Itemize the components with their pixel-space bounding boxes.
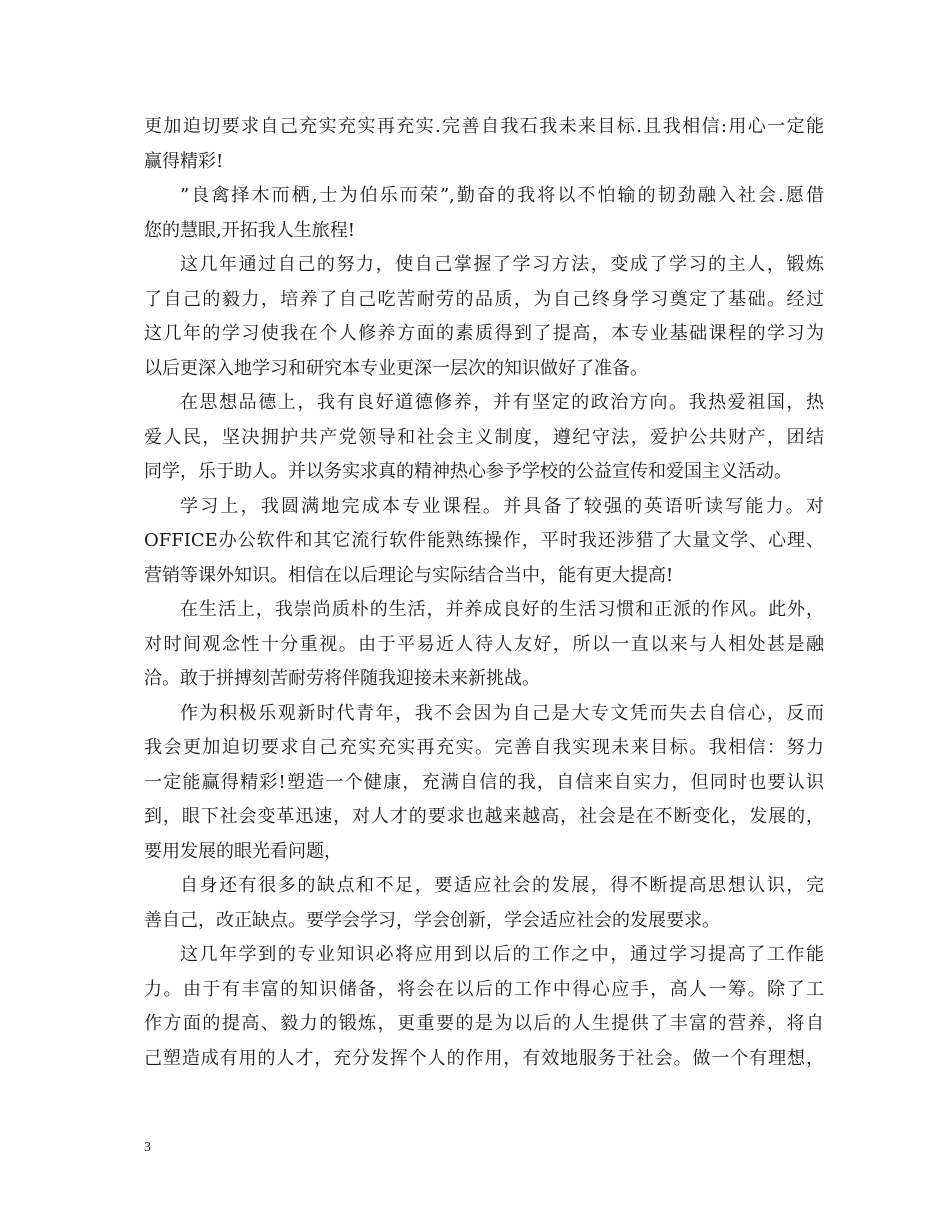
text-line: 学习上，我圆满地完成本专业课程。并具备了较强的英语听读写能力。对: [180, 495, 824, 517]
text-line: 作为积极乐观新时代青年，我不会因为自己是大专文凭而失去自信心，反而: [180, 702, 824, 724]
text-line: 营销等课外知识。相信在以后理论与实际结合当中，能有更大提高!: [144, 564, 674, 586]
paragraph-2: [144, 179, 824, 248]
text-line: 我会更加迫切要求自己充实充实再充实。完善自我实现未来目标。我相信：努力: [144, 737, 824, 758]
text-line: 一定能赢得精彩!塑造一个健康，充满自信的我，自信来自实力，但同时也要认识: [144, 771, 824, 793]
text-line: 善自己，改正缺点。要学会学习，学会创新，学会适应社会的发展要求。: [144, 909, 720, 931]
paragraph-9: [144, 938, 824, 1076]
text-line: 以后更深入地学习和研究本专业更深一层次的知识做好了准备。: [144, 357, 648, 379]
text-line: 洽。敢于拼搏刻苦耐劳将伴随我迎接未来新挑战。: [144, 668, 540, 689]
paragraph-7: [144, 697, 824, 870]
text-line: 要用发展的眼光看问题，: [144, 840, 342, 862]
text-line: 力。由于有丰富的知识储备，将会在以后的工作中得心应手，高人一筹。除了工: [144, 978, 824, 1000]
paragraph-6: [144, 593, 824, 697]
paragraph-3: [144, 248, 824, 386]
page-number: 3: [144, 1140, 151, 1155]
text-line: 在思想品德上，我有良好道德修养，并有坚定的政治方向。我热爱祖国，热: [180, 392, 824, 413]
body-text: [144, 110, 824, 1076]
paragraph-8: [144, 869, 824, 938]
paragraph-5: [144, 490, 824, 594]
text-line: 在生活上，我崇尚质朴的生活，并养成良好的生活习惯和正派的作风。此外，: [180, 599, 824, 620]
text-line: 这几年的学习使我在个人修养方面的素质得到了提高，本专业基础课程的学习为: [144, 323, 824, 344]
paragraph-1: [144, 110, 824, 179]
text-line: 了自己的毅力，培养了自己吃苦耐劳的品质，为自己终身学习奠定了基础。经过: [144, 288, 824, 310]
text-line: ”良禽择木而栖,士为伯乐而荣”,勤奋的我将以不怕输的韧劲融入社会.愿借: [180, 185, 824, 206]
text-line: 赢得精彩!: [144, 150, 224, 172]
text-line: 到，眼下社会变革迅速，对人才的要求也越来越高，社会是在不断变化，发展的，: [144, 806, 824, 827]
text-line: 己塑造成有用的人才，充分发挥个人的作用，有效地服务于社会。做一个有理想，: [144, 1047, 824, 1069]
text-line: 这几年学到的专业知识必将应用到以后的工作之中，通过学习提高了工作能: [180, 944, 824, 965]
text-line: 您的慧眼,开拓我人生旅程!: [144, 219, 355, 241]
text-line: OFFICE办公软件和其它流行软件能熟练操作，平时我还涉猎了大量文学、心理、: [144, 530, 824, 551]
text-line: 更加迫切要求自己充实充实再充实.完善自我石我未来目标.且我相信:用心一定能: [144, 116, 824, 137]
text-line: 对时间观念性十分重视。由于平易近人待人友好，所以一直以来与人相处甚是融: [144, 633, 824, 655]
text-line: 这几年通过自己的努力，使自己掌握了学习方法，变成了学习的主人，锻炼: [180, 254, 824, 275]
text-line: 自身还有很多的缺点和不足，要适应社会的发展，得不断提高思想认识，完: [180, 875, 824, 896]
text-line: 同学，乐于助人。并以务实求真的精神热心参予学校的公益宣传和爱国主义活动。: [144, 461, 792, 482]
text-line: 作方面的提高、毅力的锻炼，更重要的是为以后的人生提供了丰富的营养，将自: [144, 1013, 824, 1034]
text-line: 爱人民，坚决拥护共产党领导和社会主义制度，遵纪守法，爱护公共财产，团结: [144, 426, 824, 448]
paragraph-4: [144, 386, 824, 490]
